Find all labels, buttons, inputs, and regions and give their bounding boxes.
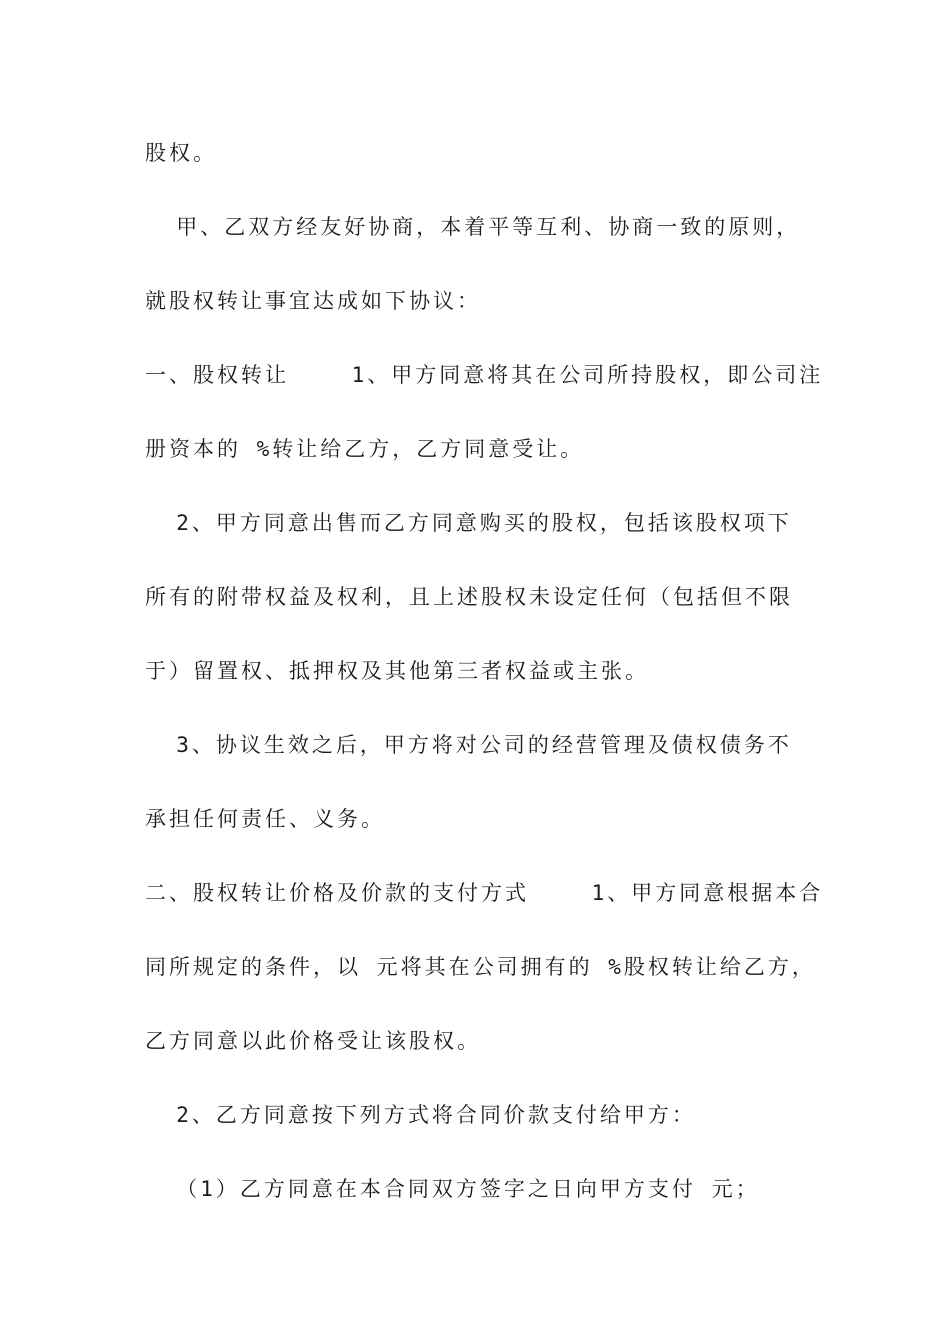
text-line: 甲、乙双方经友好协商，本着平等互利、协商一致的原则， (145, 215, 801, 239)
text-line: 就股权转让事宜达成如下协议： (145, 289, 481, 313)
text-line: 股权。 (145, 141, 217, 165)
text-line: 于）留置权、抵押权及其他第三者权益或主张。 (145, 659, 649, 683)
text-line: 3、协议生效之后，甲方将对公司的经营管理及债权债务不 (145, 733, 792, 757)
text-line: 所有的附带权益及权利，且上述股权未设定任何（包括但不限 (145, 585, 793, 609)
text-line: 一、股权转让 1、甲方同意将其在公司所持股权，即公司注 (145, 363, 824, 387)
text-line: 2、乙方同意按下列方式将合同价款支付给甲方： (145, 1103, 696, 1127)
text-line: 册资本的 %转让给乙方，乙方同意受让。 (145, 437, 585, 461)
text-line: 同所规定的条件，以 元将其在公司拥有的 %股权转让给乙方， (145, 955, 816, 979)
text-line: 承担任何责任、义务。 (145, 807, 385, 831)
text-line: 乙方同意以此价格受让该股权。 (145, 1029, 481, 1053)
text-line: 二、股权转让价格及价款的支付方式 1、甲方同意根据本合 (145, 881, 824, 905)
text-line: （1）乙方同意在本合同双方签字之日向甲方支付 元； (145, 1177, 760, 1201)
text-line: 2、甲方同意出售而乙方同意购买的股权，包括该股权项下 (145, 511, 792, 535)
